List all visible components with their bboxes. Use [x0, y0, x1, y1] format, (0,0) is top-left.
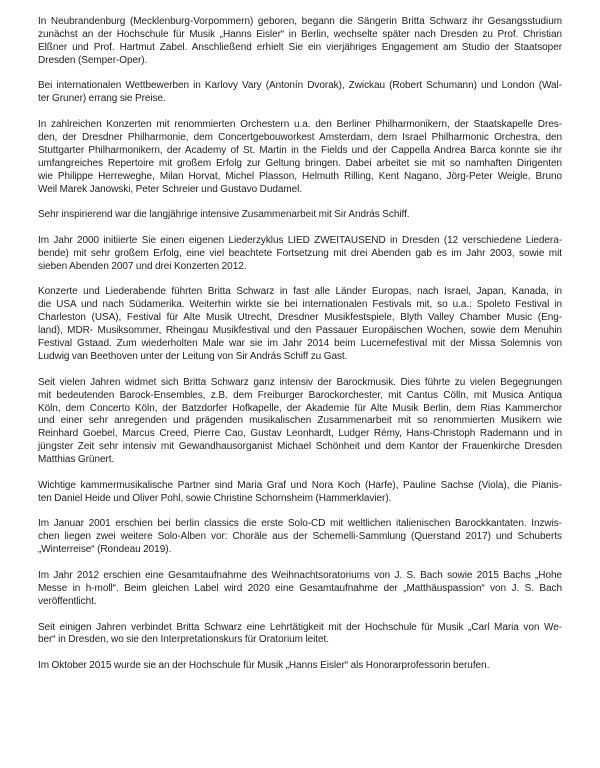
- text-line: mit bedeutenden Barock-Ensembles, z.B. dem Freiburger Barockorchester, mit Cantus Cölln, mit Musica Antiqua: [38, 389, 562, 401]
- text-line: Seit einigen Jahren verbindet Britta Schwarz eine Lehrtätigkeit mit der Hochschule für Musik „Carl Maria von We-: [38, 621, 562, 633]
- text-line: Messe in h-moll“. Beim gleichen Label wird 2020 eine Gesamtaufnahme der „Matthäuspassion“ von J. S. Bach: [38, 582, 562, 594]
- paragraph-8: [38, 480, 562, 506]
- text-line: zunächst an der Hochschule für Musik „Hanns Eisler“ in Berlin, wechselte später nach Dresden zu Prof. Christian: [38, 28, 562, 40]
- text-line: bende) mit sehr großem Erfolg, eine viel beachtete Fortsetzung mit drei Abenden gab es im Jahr 2003, sowie mit: [38, 247, 562, 259]
- text-line: jüngster Zeit sehr intensiv mit Gewandhausorganist Michael Schönheit und dem Kantor der Frauenkirche Dresden: [38, 441, 562, 453]
- text-line: ten Daniel Heide und Oliver Pohl, sowie Christine Schornsheim (Hammerklavier).: [38, 492, 392, 504]
- text-line: Wichtige kammermusikalische Partner sind Maria Graf und Nora Koch (Harfe), Pauline Sachse (Viola), die Pianis-: [38, 479, 562, 491]
- paragraph-1: [38, 16, 562, 68]
- text-line: ber“ in Dresden, wo sie den Interpretationskurs für Oratorium leitet.: [38, 634, 329, 646]
- paragraph-2: [38, 80, 562, 106]
- text-line: Im Jahr 2012 erschien eine Gesamtaufnahme des Weihnachtsoratoriums von J. S. Bach sowie 2015 Bachs „Hohe: [38, 569, 562, 581]
- text-line: In Neubrandenburg (Mecklenburg-Vorpommern) geboren, begann die Sängerin Britta Schwarz ihr Gesangsstudium: [38, 16, 562, 27]
- text-line: Dresden (Semper-Oper).: [38, 54, 148, 66]
- paragraph-11: [38, 622, 562, 648]
- text-line: die USA und nach Südamerika. Weiterhin wirkte sie bei internationalen Festivals mit, so u.a.: Spoleto Festival in: [38, 299, 562, 311]
- paragraph-5: [38, 235, 562, 274]
- text-line: „Winterreise“ (Rondeau 2019).: [38, 544, 172, 556]
- text-line: sieben Abenden 2007 und drei Konzerten 2012.: [38, 260, 247, 272]
- paragraph-6: [38, 286, 562, 363]
- paragraph-4: [38, 209, 562, 222]
- paragraph-10: [38, 570, 562, 609]
- text-line: Konzerte und Liederabende führten Britta Schwarz in fast alle Länder Europas, nach Israel, Japan, Kanada, in: [38, 286, 562, 298]
- text-line: Im Januar 2001 erschien bei berlin classics die erste Solo-CD mit weltlichen italienischen Barockkantaten. Inzwis-: [38, 518, 562, 530]
- text-line: und einer sehr anregenden und prägenden musikalischen Zusammenarbeit mit so renommierten Musikern wie: [38, 415, 562, 427]
- paragraph-3: [38, 119, 562, 196]
- text-line: Bei internationalen Wettbewerben in Karlovy Vary (Antonín Dvorak), Zwickau (Robert Schumann) und London (Wal-: [38, 80, 562, 92]
- text-line: Stuttgarter Philharmonikern, der Academy of St. Martin in the Fields und der Cappella Andrea Barca konnte sie ihr: [38, 144, 562, 156]
- text-line: Elßner und Prof. Hartmut Zabel. Anschließend erhielt Sie ein vierjähriges Engagement am Studio der Staatsoper: [38, 41, 562, 53]
- text-line: Im Oktober 2015 wurde sie an der Hochschule für Musik „Hanns Eisler“ als Honorarprofessorin berufen.: [38, 660, 490, 672]
- text-line: In zahlreichen Konzerten mit renommierten Orchestern u.a. den Berliner Philharmonikern, der Staatskapelle Dres-: [38, 119, 562, 131]
- paragraph-7: [38, 377, 562, 467]
- text-line: Charleston (USA), Festival für Alte Musik Utrecht, Dresdner Musikfestspiele, Blyth Valley Chamber Music (Eng-: [38, 312, 562, 324]
- text-line: Seit vielen Jahren widmet sich Britta Schwarz ganz intensiv der Barockmusik. Dies führte zu vielen Begegnungen: [38, 376, 562, 388]
- paragraph-12: [38, 660, 562, 673]
- text-line: Sehr inspirierend war die langjährige intensive Zusammenarbeit mit Sir András Schiff.: [38, 209, 410, 221]
- text-line: umfangreiches Repertoire mit großem Erfolg zur Geltung bringen. Dabei arbeitet sie mit so namhaften Dirigenten: [38, 157, 562, 169]
- text-line: Festival Gstaad. Zum wiederholten Male war sie im Jahr 2014 beim Lucernefestival mit der Missa Solemnis von: [38, 338, 562, 350]
- text-line: Ludwig van Beethoven unter der Leitung von Sir András Schiff zu Gast.: [38, 351, 348, 363]
- text-line: Reinhard Goebel, Marcus Creed, Pierre Cao, Gustav Leonhardt, Ludger Rémy, Hans-Christoph Rademann und in: [38, 428, 562, 440]
- biography-text: [38, 16, 562, 686]
- text-line: ter Gruner) errang sie Preise.: [38, 93, 166, 105]
- paragraph-9: [38, 518, 562, 557]
- text-line: wie Philippe Herreweghe, Milan Horvat, Michel Plasson, Helmuth Rilling, Kent Nagano, Jörg-Peter Weigle, Bruno: [38, 170, 562, 182]
- text-line: veröffentlicht.: [38, 595, 97, 607]
- text-line: Matthias Grünert.: [38, 454, 115, 466]
- text-line: Weil Marek Janowski, Peter Schreier und Gustavo Dudamel.: [38, 183, 303, 195]
- text-line: Im Jahr 2000 initiierte Sie einen eigenen Liederzyklus LIED ZWEITAUSEND in Dresden (12 verschiedene Liedera-: [38, 234, 562, 246]
- text-line: Köln, dem Concerto Köln, der Batzdorfer Hofkapelle, der Akademie für Alte Musik Berlin, dem Rias Kammerchor: [38, 402, 562, 414]
- text-line: land), MDR- Musiksommer, Rheingau Musikfestival und den Passauer Europäischen Wochen, sowie dem Menuhin: [38, 325, 562, 337]
- text-line: chen liegen zwei weitere Solo-Alben vor: Choräle aus der Schemelli-Sammlung (Querstand 2017) und Schuberts: [38, 531, 562, 543]
- text-line: den, der Dresdner Philharmonie, dem Concertgebouworkest Amsterdam, dem Israel Philharmonic Orchestra, den: [38, 131, 562, 143]
